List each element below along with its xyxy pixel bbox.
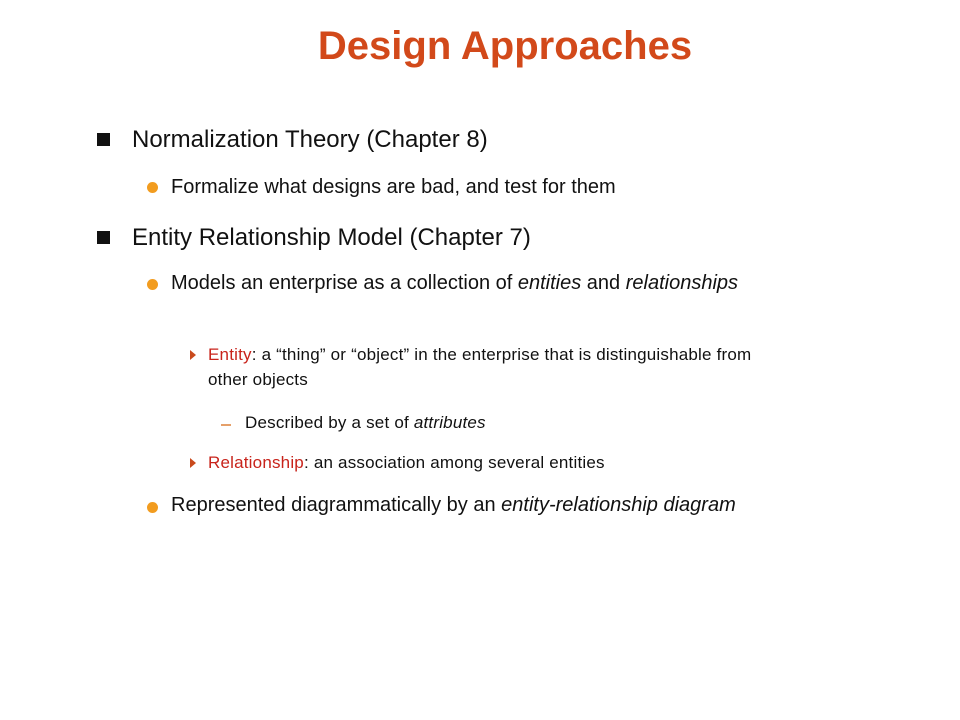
bullet-normalization-theory: Normalization Theory (Chapter 8) [132, 126, 488, 153]
bullet-square [97, 231, 110, 244]
bullet-dot [147, 182, 158, 193]
term-entity: Entity [208, 345, 252, 364]
bullet-represented-diagrammatically [171, 492, 831, 518]
text-segment: and [581, 272, 626, 294]
text-segment: Represented diagrammatically by an [171, 494, 502, 516]
bullet-triangle [190, 458, 196, 468]
bullet-dot [147, 279, 158, 290]
text-segment: Described by a set of [245, 413, 414, 432]
emphasis-relationships: relationships [625, 272, 739, 294]
bullet-dash [221, 424, 231, 426]
emphasis-attributes: attributes [413, 413, 486, 432]
bullet-attributes [245, 410, 486, 435]
bullet-er-model: Entity Relationship Model (Chapter 7) [132, 224, 531, 251]
bullet-square [97, 133, 110, 146]
emphasis-er-diagram: entity-relationship diagram [501, 494, 736, 516]
text-segment: Models an enterprise as a collection of [171, 272, 518, 294]
bullet-entity-definition [208, 342, 788, 392]
term-relationship: Relationship [208, 453, 304, 472]
bullet-dot [147, 502, 158, 513]
bullet-models-enterprise [171, 270, 851, 296]
emphasis-entities: entities [517, 272, 582, 294]
bullet-relationship-definition [208, 450, 788, 475]
text-segment: : a “thing” or “object” in the enterprise that is distinguishable from other objects [208, 345, 752, 389]
bullet-formalize: Formalize what designs are bad, and test for them [171, 176, 616, 198]
page-title: Design Approaches [317, 24, 693, 68]
text-segment: : an association among several entities [303, 453, 605, 472]
bullet-triangle [190, 350, 196, 360]
